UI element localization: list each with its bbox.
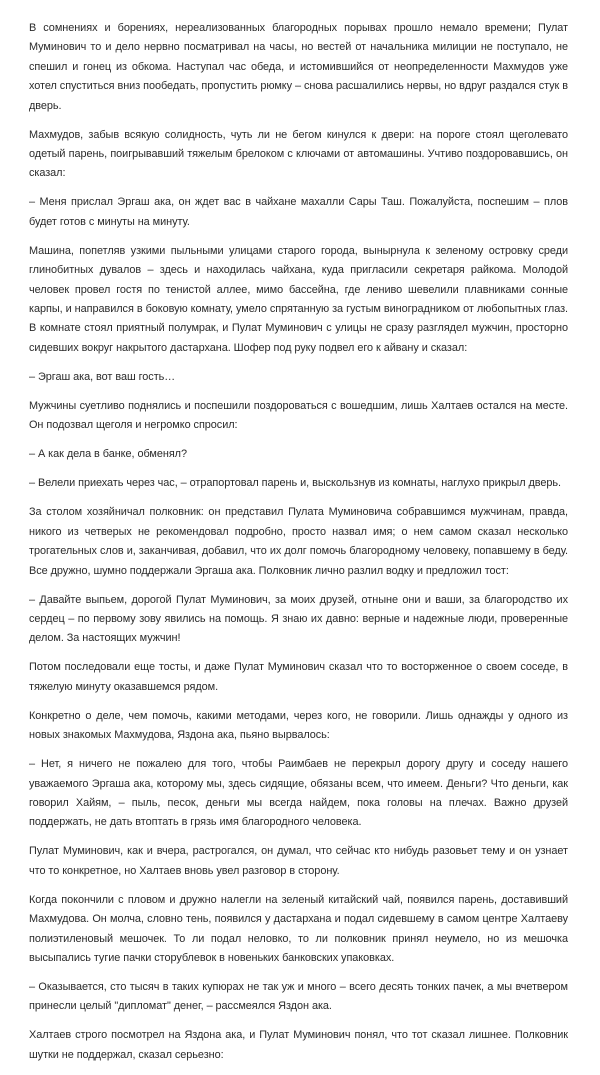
paragraph: Когда покончили с пловом и дружно налегли на зеленый китайский чай, появился парень, доставивший Махмудова. Он молча, словно тень, появился у дастархана и подал сидевшему в самом центре Халтаеву полиэтиленовый мешочек. То ли подал неловко, то ли полковник принял неумело, но из мешочка высыпались тугие пачки сторублевок в новеньких банковских упаковках. [29, 893, 568, 964]
dialogue-paragraph: – Велели приехать через час, – отрапортовал парень и, выскользнув из комнаты, наглухо прикрыл дверь. [29, 477, 562, 490]
dialogue-paragraph: – Эргаш ака, вот ваш гость… [29, 370, 176, 383]
document-page [29, 19, 568, 1075]
paragraph: Халтаев строго посмотрел на Яздона ака, и Пулат Муминович понял, что тот сказал лишнее. Полковник шутки не поддержал, сказал серьезно: [29, 1029, 568, 1061]
paragraph: Пулат Муминович, как и вчера, растрогался, он думал, что сейчас кто нибудь разовьет тему и он узнает что то конкретное, но Халтаев вновь увел разговор в сторону. [29, 845, 568, 877]
paragraph: Махмудов, забыв всякую солидность, чуть ли не бегом кинулся к двери: на пороге стоял щеголевато одетый парень, поигрывавший тяжелым брелоком с ключами от автомашины. Учтиво поздоровавшись, он сказал: [29, 128, 568, 180]
paragraph: В сомнениях и борениях, нереализованных благородных порывах прошло немало времени; Пулат Муминович то и дело нервно посматривал на часы, но вестей от начальника милиции не поступало, не спешил и гонец из обкома. Наступал час обеда, и истомившийся от неопределенности Махмудов уже хотел спуститься вниз пообедать, пропустить рюмку – снова расшалились нервы, но вдруг раздался стук в дверь. [29, 22, 568, 112]
paragraph: Мужчины суетливо поднялись и поспешили поздороваться с вошедшим, лишь Халтаев остался на месте. Он подозвал щеголя и негромко спросил: [29, 399, 568, 432]
dialogue-paragraph: – Нет, я ничего не пожалею для того, чтобы Раимбаев не перекрыл дорогу другу и соседу нашего уважаемого Эргаша ака, которому мы, здесь сидящие, обязаны всем, что имеем. Деньги? Что деньги, как говорил Хайям, – пыль, песок, деньги мы всегда найдем, пока головы на плечах. Важно друзей поддержать, не дать втоптать в грязь имя благородного человека. [29, 758, 568, 829]
dialogue-paragraph: – А как дела в банке, обменял? [29, 448, 187, 461]
dialogue-paragraph: – Давайте выпьем, дорогой Пулат Муминович, за моих друзей, отныне они и ваши, за благородство их сердец – по первому зову явились на помощь. Я знаю их давно: верные и надежные люди, проверенные делом. За настоящих мужчин! [29, 593, 568, 645]
paragraph: Машина, попетляв узкими пыльными улицами старого города, вынырнула к зеленому островку среди глинобитных дувалов – здесь и находилась чайхана, куда пригласили секретаря райкома. Молодой человек провел гостя по тенистой аллее, мимо бассейна, где лениво шевелили плавниками сонные карпы, и направился в боковую комнату, умело спрятанную за густым виноградником от любопытных глаз. В комнате стоял приятный полумрак, и Пулат Муминович с улицы не сразу разглядел мужчин, просторно сидевших вокруг накрытого дастархана. Шофер под руку подвел его к айвану и сказал: [29, 244, 568, 354]
paragraph: Конкретно о деле, чем помочь, какими методами, через кого, не говорили. Лишь однажды у одного из новых знакомых Махмудова, Яздона ака, пьяно вырвалось: [29, 709, 568, 742]
dialogue-paragraph: – Меня прислал Эргаш ака, он ждет вас в чайхане махалли Сары Таш. Пожалуйста, поспешим – плов будет готов с минуты на минуту. [29, 196, 568, 228]
paragraph: Потом последовали еще тосты, и даже Пулат Муминович сказал что то восторженное о своем соседе, в тяжелую минуту оказавшемся рядом. [29, 661, 568, 693]
dialogue-paragraph: – Оказывается, сто тысяч в таких купюрах не так уж и много – всего десять тонких пачек, а мы вчетвером принесли целый "дипломат" денег, – рассмеялся Яздон ака. [29, 980, 568, 1013]
paragraph: За столом хозяйничал полковник: он представил Пулата Муминовича собравшимся мужчинам, правда, никого из четверых не рекомендовал подробно, просто назвал имя; о нем самом сказал несколько трогательных слов и, заканчивая, добавил, что их долг помочь благородному человеку, попавшему в беду. Все дружно, шумно поддержали Эргаша ака. Полковник лично разлил водку и предложил тост: [29, 506, 568, 577]
